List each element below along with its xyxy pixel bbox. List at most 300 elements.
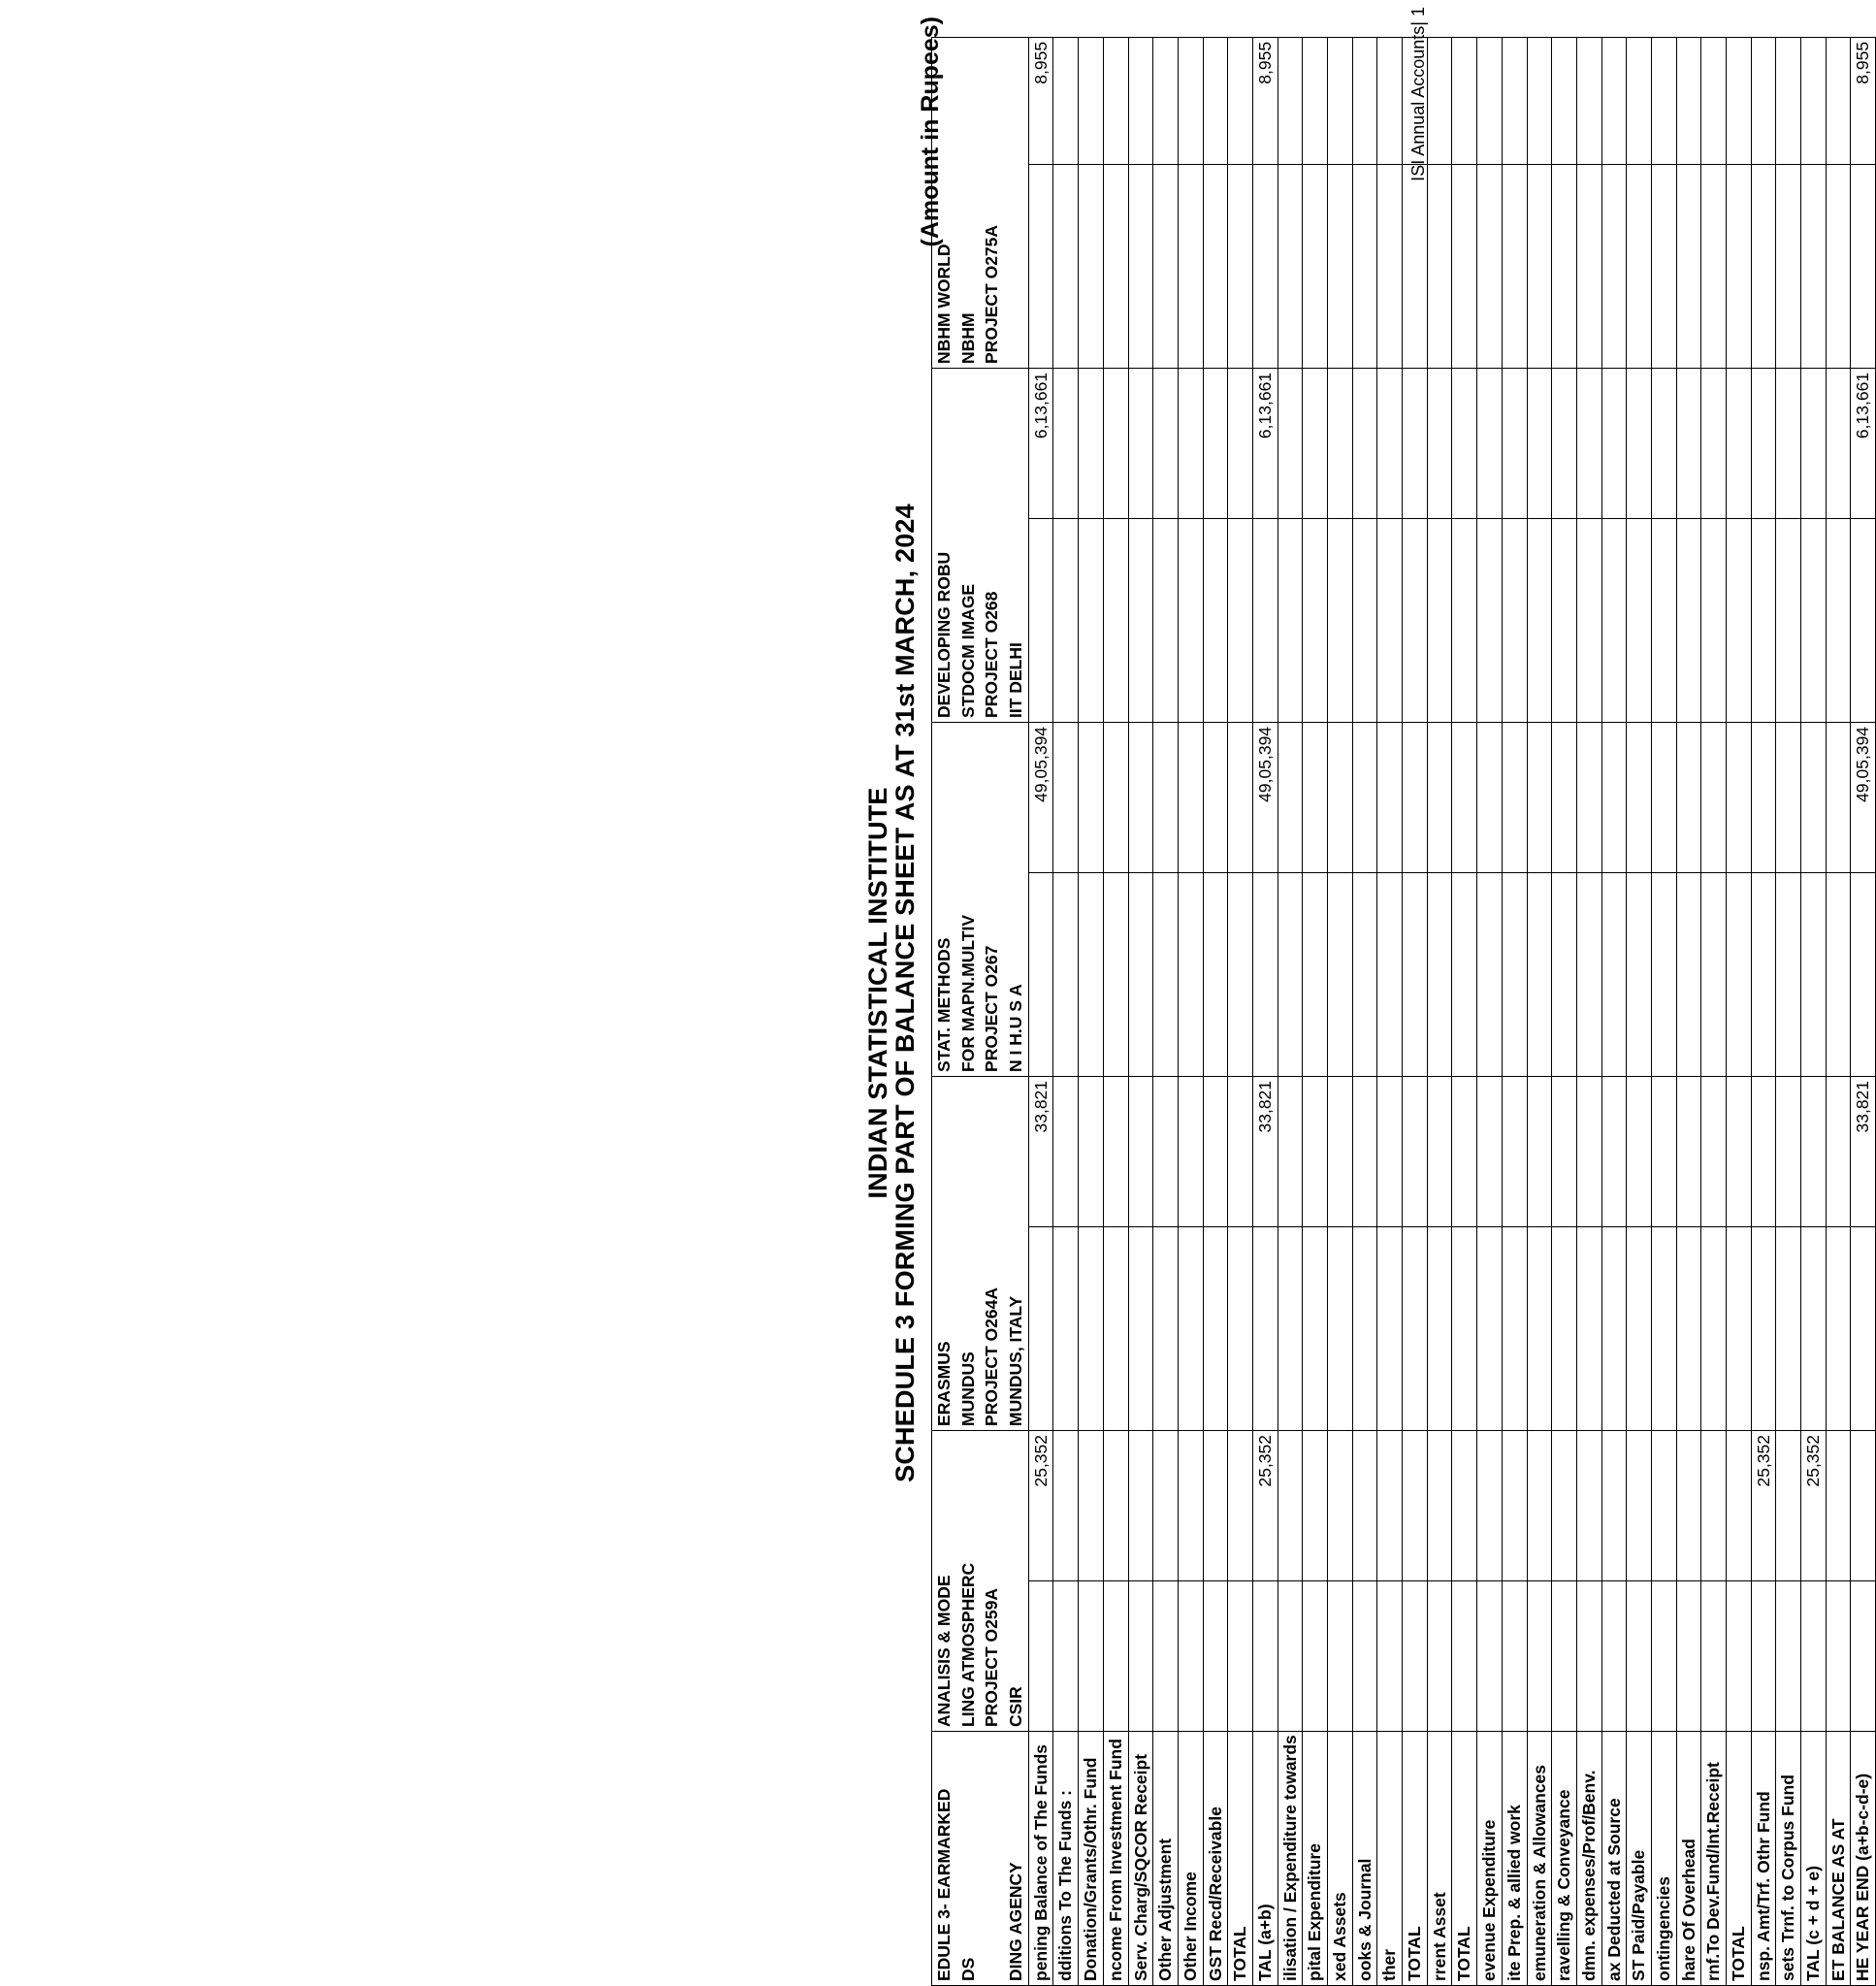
amount-cell-a: [1403, 1581, 1428, 1732]
amount-cell-a: [1552, 164, 1577, 368]
amount-cell-a: [1502, 518, 1527, 722]
project-header-cell: DEVELOPING ROBU: [932, 368, 956, 722]
amount-cell-b: [1403, 1076, 1428, 1226]
amount-cell-a: [1178, 1581, 1203, 1732]
amount-cell-b: [1701, 1430, 1727, 1580]
project-header-cell: MUNDUS, ITALY: [1004, 1076, 1028, 1430]
project-header-cell: PROJECT O275A: [980, 37, 1004, 368]
amount-cell-b: [1576, 1430, 1601, 1580]
row-label: rrent Asset: [1427, 1732, 1452, 1986]
amount-cell-b: [1701, 722, 1727, 872]
amount-cell-a: [1751, 164, 1776, 368]
amount-cell-a: [1477, 1581, 1503, 1732]
amount-cell-a: [1627, 518, 1652, 722]
amount-cell-b: [1352, 722, 1377, 872]
amount-cell-b: [1651, 1430, 1676, 1580]
amount-cell-b: [1178, 1076, 1203, 1226]
row-label: ther: [1377, 1732, 1403, 1986]
row-label: dditions To The Funds :: [1053, 1732, 1079, 1986]
project-header-cell: LING ATMOSPHERC: [956, 1430, 981, 1731]
table-row: [1502, 37, 1527, 1985]
amount-cell-a: [1328, 1581, 1353, 1732]
schedule-title: SCHEDULE 3 FORMING PART OF BALANCE SHEET AS AT 31st MARCH, 2024: [890, 504, 920, 1482]
amount-cell-a: [1701, 518, 1727, 722]
table-row: [1153, 37, 1179, 1985]
amount-cell-b: [1676, 1076, 1701, 1226]
amount-cell-b: 49,05,394: [1028, 722, 1053, 872]
amount-cell-b: [1203, 1430, 1228, 1580]
amount-cell-b: [1153, 368, 1179, 518]
amount-cell-a: [1727, 1581, 1752, 1732]
amount-cell-a: [1278, 1226, 1303, 1430]
amount-cell-b: [1527, 1076, 1552, 1226]
amount-cell-b: [1079, 368, 1104, 518]
table-row: [1252, 37, 1278, 1985]
row-label: Serv. Charg/SQCOR Receipt: [1128, 1732, 1153, 1986]
amount-cell-a: [1627, 872, 1652, 1076]
amount-cell-b: [1352, 368, 1377, 518]
amount-cell-a: [1079, 1226, 1104, 1430]
amount-cell-b: [1751, 1076, 1776, 1226]
amount-cell-a: [1751, 872, 1776, 1076]
amount-cell-b: [1627, 722, 1652, 872]
amount-cell-b: [1128, 368, 1153, 518]
amount-cell-a: [1352, 872, 1377, 1076]
amount-cell-b: [1228, 1430, 1253, 1580]
amount-cell-a: [1352, 164, 1377, 368]
amount-cell-a: [1352, 1226, 1377, 1430]
row-label: sets Trnf. to Corpus Fund: [1776, 1732, 1801, 1986]
table-row: [1701, 37, 1727, 1985]
amount-cell-b: [1601, 1430, 1627, 1580]
amount-cell-b: [1727, 722, 1752, 872]
amount-cell-a: [1178, 872, 1203, 1076]
amount-cell-a: [1079, 1581, 1104, 1732]
amount-cell-b: [1053, 1430, 1079, 1580]
amount-cell-a: [1228, 518, 1253, 722]
amount-cell-a: [1627, 164, 1652, 368]
amount-cell-b: [1178, 37, 1203, 164]
row-label: ilisation / Expenditure towards: [1278, 1732, 1303, 1986]
amount-cell-b: [1527, 37, 1552, 164]
amount-cell-a: [1103, 518, 1128, 722]
schedule-table: [931, 37, 1876, 1986]
table-row: [1053, 37, 1079, 1985]
amount-cell-a: [1701, 1226, 1727, 1430]
row-label: TOTAL: [1403, 1732, 1428, 1986]
amount-cell-b: [1727, 37, 1752, 164]
amount-cell-a: [1128, 1226, 1153, 1430]
table-row: [1727, 37, 1752, 1985]
amount-cell-a: [1252, 164, 1278, 368]
table-row: [1527, 37, 1552, 1985]
amount-cell-b: [1278, 722, 1303, 872]
amount-cell-a: [1377, 1581, 1403, 1732]
amount-cell-b: [1727, 368, 1752, 518]
amount-cell-a: [1053, 164, 1079, 368]
amount-cell-a: [1477, 1226, 1503, 1430]
amount-cell-a: [1303, 872, 1328, 1076]
amount-cell-b: [1651, 368, 1676, 518]
project-header-cell: IIT DELHI: [1004, 368, 1028, 722]
row-label: ax Deducted at Source: [1601, 1732, 1627, 1986]
amount-cell-a: [1452, 1226, 1477, 1430]
header-label-cell: [980, 1732, 1004, 1986]
amount-cell-b: [1826, 368, 1851, 518]
amount-cell-b: [1552, 722, 1577, 872]
amount-cell-a: [1676, 164, 1701, 368]
amount-cell-a: [1452, 1581, 1477, 1732]
amount-cell-a: [1028, 1581, 1053, 1732]
header-row: [980, 37, 1004, 1985]
amount-cell-a: [1303, 518, 1328, 722]
amount-cell-a: [1502, 872, 1527, 1076]
row-label: ontingencies: [1651, 1732, 1676, 1986]
amount-cell-a: [1776, 1581, 1801, 1732]
table-row: [1352, 37, 1377, 1985]
amount-cell-a: [1727, 164, 1752, 368]
amount-cell-b: [1751, 368, 1776, 518]
amount-cell-b: [1053, 37, 1079, 164]
amount-cell-b: 8,955: [1028, 37, 1053, 164]
amount-cell-b: [1502, 1430, 1527, 1580]
project-header-cell: NBHM: [956, 37, 981, 368]
amount-cell-b: [1776, 722, 1801, 872]
row-label: pening Balance of The Funds: [1028, 1732, 1053, 1986]
amount-cell-b: [1352, 37, 1377, 164]
project-header-cell: [1004, 37, 1028, 368]
amount-cell-a: [1601, 872, 1627, 1076]
amount-cell-a: [1028, 872, 1053, 1076]
amount-cell-b: [1502, 1076, 1527, 1226]
amount-cell-b: [1128, 1430, 1153, 1580]
amount-cell-a: [1826, 1226, 1851, 1430]
amount-cell-a: [1203, 164, 1228, 368]
amount-cell-b: 6,13,661: [1851, 368, 1876, 518]
amount-cell-b: [1377, 368, 1403, 518]
header-row: [956, 37, 981, 1985]
amount-cell-b: [1452, 1076, 1477, 1226]
amount-cell-a: [1103, 1226, 1128, 1430]
row-label: hare Of Overhead: [1676, 1732, 1701, 1986]
amount-cell-a: [1352, 1581, 1377, 1732]
amount-cell-a: [1103, 872, 1128, 1076]
amount-cell-b: [1477, 1076, 1503, 1226]
amount-cell-a: [1328, 518, 1353, 722]
amount-cell-a: [1552, 1226, 1577, 1430]
amount-cell-b: [1751, 37, 1776, 164]
amount-cell-a: [1527, 872, 1552, 1076]
amount-cell-b: [1328, 722, 1353, 872]
amount-cell-a: [1826, 518, 1851, 722]
amount-cell-a: [1527, 1581, 1552, 1732]
amount-cell-b: [1427, 368, 1452, 518]
amount-cell-a: [1403, 872, 1428, 1076]
amount-cell-b: [1576, 1076, 1601, 1226]
amount-cell-a: [1502, 1226, 1527, 1430]
table-row: [1128, 37, 1153, 1985]
amount-cell-b: [1103, 37, 1128, 164]
amount-cell-b: [1826, 722, 1851, 872]
amount-cell-a: [1028, 518, 1053, 722]
row-label: xed Assets: [1328, 1732, 1353, 1986]
amount-cell-b: [1228, 37, 1253, 164]
amount-cell-a: [1228, 1581, 1253, 1732]
amount-cell-a: [1576, 872, 1601, 1076]
amount-cell-a: [1079, 518, 1104, 722]
amount-cell-b: 33,821: [1028, 1076, 1053, 1226]
amount-cell-a: [1153, 872, 1179, 1076]
row-label: rnf.To Dev.Fund/Int.Receipt: [1701, 1732, 1727, 1986]
amount-cell-a: [1552, 518, 1577, 722]
project-header-cell: PROJECT O267: [980, 722, 1004, 1076]
amount-cell-b: [1377, 1430, 1403, 1580]
amount-cell-a: [1303, 164, 1328, 368]
amount-cell-b: [1727, 1076, 1752, 1226]
amount-cell-a: [1601, 164, 1627, 368]
amount-cell-a: [1601, 1581, 1627, 1732]
amount-cell-b: [1801, 37, 1827, 164]
table-row: [1103, 37, 1128, 1985]
amount-cell-b: [1776, 1076, 1801, 1226]
amount-cell-a: [1701, 872, 1727, 1076]
project-header-cell: PROJECT O268: [980, 368, 1004, 722]
amount-cell-a: [1028, 164, 1053, 368]
amount-cell-b: [1328, 368, 1353, 518]
amount-cell-a: [1028, 1226, 1053, 1430]
amount-cell-a: [1801, 164, 1827, 368]
table-row: [1751, 37, 1776, 1985]
amount-cell-a: [1651, 518, 1676, 722]
amount-cell-b: 49,05,394: [1252, 722, 1278, 872]
amount-cell-a: [1377, 872, 1403, 1076]
table-row: [1028, 37, 1053, 1985]
amount-cell-b: [1527, 722, 1552, 872]
amount-cell-b: [1403, 1430, 1428, 1580]
project-header-cell: FOR MAPN.MULTIV: [956, 722, 981, 1076]
amount-cell-b: [1303, 1076, 1328, 1226]
project-header-cell: ANALISIS & MODE: [932, 1430, 956, 1731]
amount-cell-a: [1252, 872, 1278, 1076]
project-header-cell: PROJECT O264A: [980, 1076, 1004, 1430]
amount-cell-a: [1801, 1226, 1827, 1430]
amount-cell-b: [1701, 368, 1727, 518]
amount-cell-a: [1053, 1581, 1079, 1732]
amount-cell-a: [1328, 872, 1353, 1076]
amount-cell-b: [1601, 37, 1627, 164]
row-label: emuneration & Allowances: [1527, 1732, 1552, 1986]
amount-cell-b: [1053, 722, 1079, 872]
table-row: [1627, 37, 1652, 1985]
amount-cell-b: [1053, 368, 1079, 518]
table-row: [1851, 37, 1876, 1985]
amount-cell-b: [1303, 1430, 1328, 1580]
amount-cell-a: [1851, 872, 1876, 1076]
amount-cell-a: [1278, 518, 1303, 722]
amount-cell-b: [1452, 37, 1477, 164]
amount-cell-b: 25,352: [1028, 1430, 1053, 1580]
amount-cell-a: [1252, 1581, 1278, 1732]
amount-cell-b: [1427, 1430, 1452, 1580]
amount-cell-b: [1228, 368, 1253, 518]
amount-cell-b: [1103, 722, 1128, 872]
amount-cell-b: [1627, 1430, 1652, 1580]
amount-cell-a: [1701, 164, 1727, 368]
amount-cell-b: [1552, 368, 1577, 518]
project-header-cell: NBHM WORLD: [932, 37, 956, 368]
amount-cell-b: [1701, 37, 1727, 164]
amount-cell-a: [1851, 1226, 1876, 1430]
amount-cell-b: [1477, 368, 1503, 518]
amount-cell-b: [1627, 1076, 1652, 1226]
amount-cell-b: [1751, 722, 1776, 872]
amount-cell-b: [1352, 1076, 1377, 1226]
amount-cell-b: [1627, 37, 1652, 164]
amount-cell-b: [1452, 368, 1477, 518]
amount-cell-a: [1427, 1581, 1452, 1732]
amount-cell-b: [1403, 722, 1428, 872]
table-row: [1826, 37, 1851, 1985]
amount-cell-b: [1403, 368, 1428, 518]
amount-cell-b: [1053, 1076, 1079, 1226]
amount-cell-b: [1352, 1430, 1377, 1580]
amount-cell-b: 25,352: [1252, 1430, 1278, 1580]
amount-cell-a: [1676, 1226, 1701, 1430]
amount-cell-b: [1701, 1076, 1727, 1226]
amount-cell-a: [1477, 518, 1503, 722]
amount-cell-b: [1103, 1076, 1128, 1226]
table-row: [1776, 37, 1801, 1985]
amount-cell-b: [1328, 37, 1353, 164]
amount-cell-a: [1576, 164, 1601, 368]
amount-cell-a: [1826, 1581, 1851, 1732]
amount-cell-a: [1252, 518, 1278, 722]
amount-cell-a: [1851, 164, 1876, 368]
amount-cell-a: [1153, 1581, 1179, 1732]
amount-cell-a: [1203, 1581, 1228, 1732]
row-label: Other Adjustment: [1153, 1732, 1179, 1986]
header-label-cell: DING AGENCY: [1004, 1732, 1028, 1986]
amount-cell-b: [1328, 1430, 1353, 1580]
amount-cell-a: [1103, 164, 1128, 368]
amount-cell-b: [1776, 368, 1801, 518]
amount-cell-b: [1103, 1430, 1128, 1580]
row-label: TOTAL: [1727, 1732, 1752, 1986]
amount-cell-a: [1079, 872, 1104, 1076]
row-label: Donation/Grants/Othr. Fund: [1079, 1732, 1104, 1986]
amount-cell-a: [1452, 164, 1477, 368]
amount-cell-b: [1801, 1076, 1827, 1226]
amount-cell-b: [1203, 37, 1228, 164]
amount-cell-b: [1601, 1076, 1627, 1226]
amount-cell-a: [1801, 872, 1827, 1076]
amount-cell-a: [1377, 164, 1403, 368]
header-label-cell: DS: [956, 1732, 981, 1986]
amount-cell-b: [1452, 722, 1477, 872]
amount-cell-b: [1153, 1076, 1179, 1226]
row-label: pital Expenditure: [1303, 1732, 1328, 1986]
amount-cell-a: [1651, 164, 1676, 368]
amount-cell-b: [1477, 37, 1503, 164]
row-label: ST Paid/Payable: [1627, 1732, 1652, 1986]
amount-cell-a: [1303, 1581, 1328, 1732]
amount-cell-b: [1128, 1076, 1153, 1226]
amount-cell-b: [1203, 1076, 1228, 1226]
amount-cell-b: [1452, 1430, 1477, 1580]
amount-cell-a: [1278, 1581, 1303, 1732]
amount-cell-a: [1676, 872, 1701, 1076]
table-row: [1427, 37, 1452, 1985]
amount-cell-a: [1278, 872, 1303, 1076]
amount-cell-a: [1851, 518, 1876, 722]
amount-cell-a: [1128, 872, 1153, 1076]
table-row: [1576, 37, 1601, 1985]
amount-cell-b: [1079, 37, 1104, 164]
amount-cell-b: [1178, 722, 1203, 872]
amount-cell-b: [1278, 1430, 1303, 1580]
amount-cell-b: [1427, 1076, 1452, 1226]
amount-cell-a: [1377, 1226, 1403, 1430]
header-row: [932, 37, 956, 1985]
amount-cell-b: [1328, 1076, 1353, 1226]
amount-cell-b: [1103, 368, 1128, 518]
amount-cell-a: [1178, 164, 1203, 368]
amount-cell-b: [1576, 37, 1601, 164]
amount-cell-a: [1727, 872, 1752, 1076]
amount-note: (Amount in Rupees): [917, 16, 944, 247]
amount-cell-a: [1826, 872, 1851, 1076]
amount-cell-a: [1477, 872, 1503, 1076]
amount-cell-b: [1477, 722, 1503, 872]
amount-cell-a: [1178, 518, 1203, 722]
amount-cell-a: [1701, 1581, 1727, 1732]
amount-cell-b: [1727, 1430, 1752, 1580]
amount-cell-a: [1427, 1226, 1452, 1430]
amount-cell-b: [1228, 722, 1253, 872]
amount-cell-a: [1527, 518, 1552, 722]
amount-cell-b: 6,13,661: [1252, 368, 1278, 518]
amount-cell-b: [1427, 37, 1452, 164]
amount-cell-a: [1328, 164, 1353, 368]
project-header-cell: PROJECT O259A: [980, 1430, 1004, 1731]
amount-cell-a: [1153, 518, 1179, 722]
amount-cell-a: [1477, 164, 1503, 368]
amount-cell-a: [1826, 164, 1851, 368]
amount-cell-a: [1128, 518, 1153, 722]
header-label-cell: EDULE 3- EARMARKED: [932, 1732, 956, 1986]
amount-cell-b: [1527, 1430, 1552, 1580]
row-label: ncome From Investment Fund: [1103, 1732, 1128, 1986]
table-row: [1801, 37, 1827, 1985]
amount-cell-b: [1627, 368, 1652, 518]
amount-cell-a: [1627, 1581, 1652, 1732]
amount-cell-b: [1203, 722, 1228, 872]
amount-cell-b: [1178, 1430, 1203, 1580]
amount-cell-b: [1203, 368, 1228, 518]
amount-cell-b: [1303, 368, 1328, 518]
amount-cell-a: [1228, 1226, 1253, 1430]
amount-cell-b: [1178, 368, 1203, 518]
amount-cell-b: [1552, 1076, 1577, 1226]
amount-cell-a: [1576, 518, 1601, 722]
amount-cell-b: [1826, 1430, 1851, 1580]
project-header-cell: ERASMUS: [932, 1076, 956, 1430]
amount-cell-b: [1377, 37, 1403, 164]
institute-title: INDIAN STATISTICAL INSTITUTE: [863, 787, 892, 1199]
amount-cell-b: 33,821: [1851, 1076, 1876, 1226]
table-row: [1452, 37, 1477, 1985]
amount-cell-a: [1502, 1581, 1527, 1732]
